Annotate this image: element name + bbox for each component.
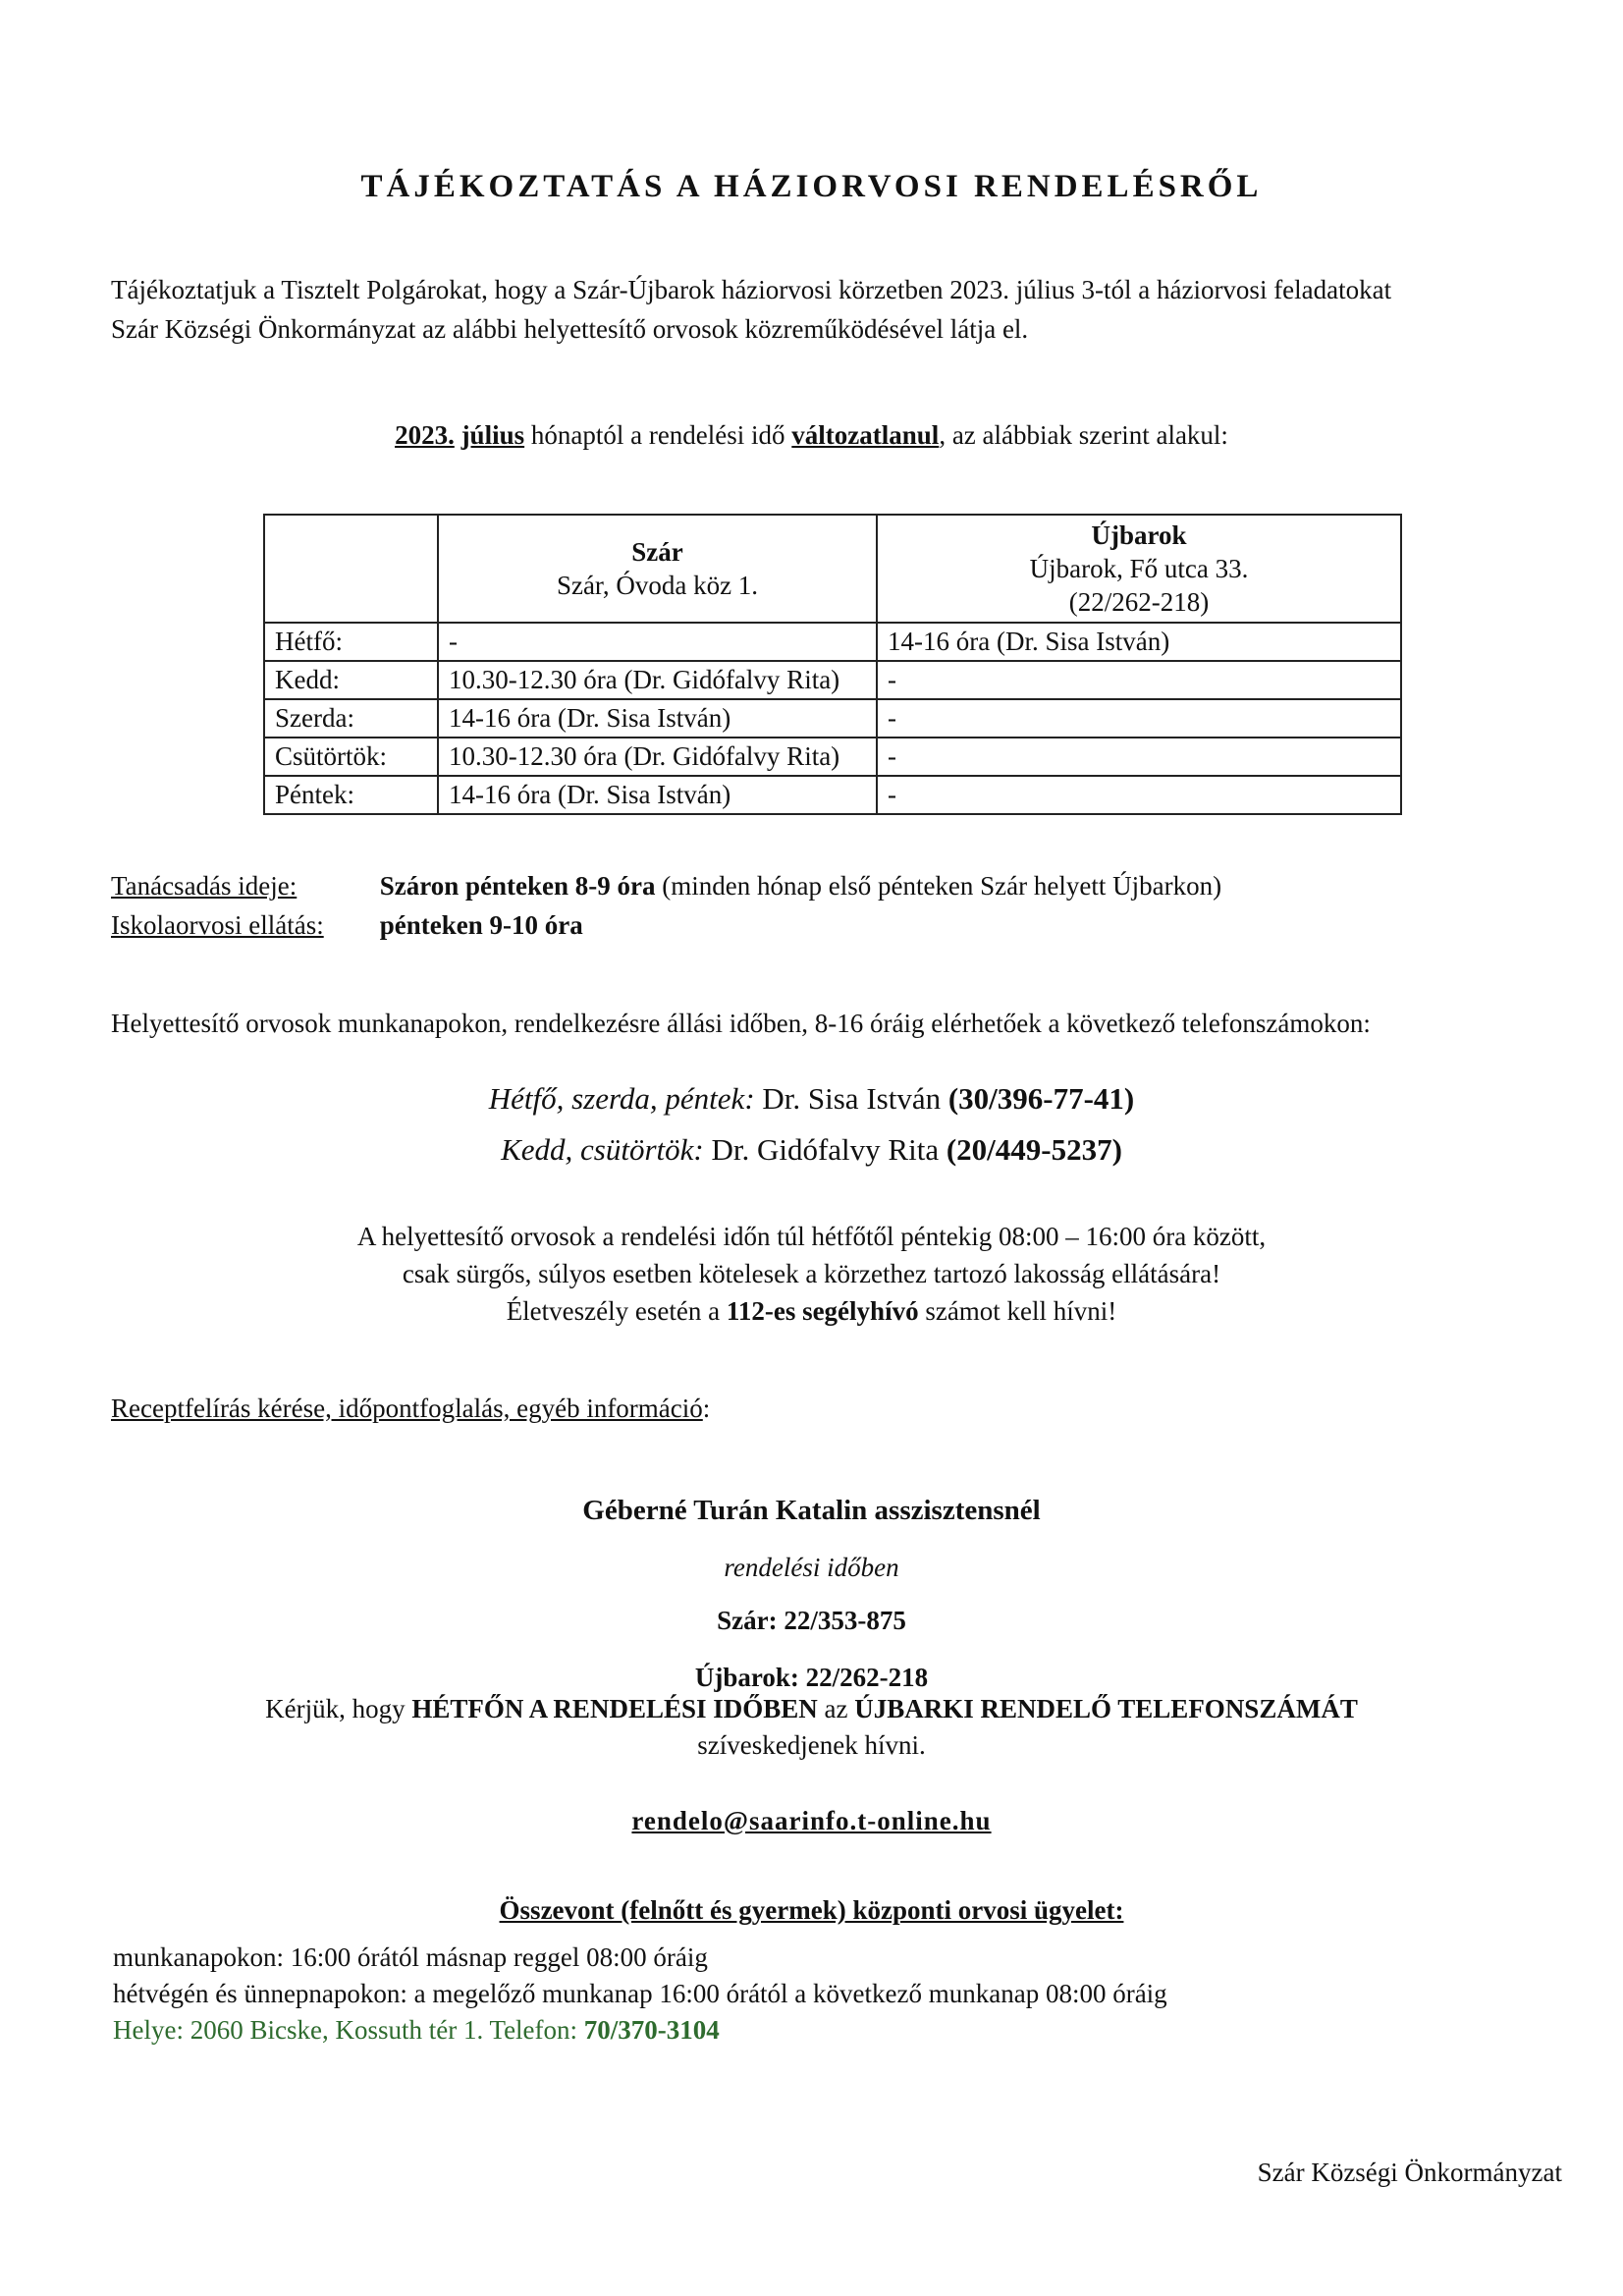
- doctor-name: Dr. Sisa István: [762, 1081, 942, 1116]
- notice-text: hónaptól a rendelési idő: [530, 420, 785, 450]
- ujbarok-cell: -: [877, 776, 1401, 814]
- duty-location: Helye: 2060 Bicske, Kossuth tér 1. Telefon:: [113, 2015, 578, 2045]
- ujbarok-phone-line: Újbarok: 22/262-218: [694, 1663, 929, 1692]
- assistant-time: rendelési időben: [724, 1553, 899, 1582]
- school-line: [111, 905, 1564, 945]
- urgent-text: számot kell hívni!: [925, 1296, 1117, 1326]
- school-time: pénteken 9-10 óra: [379, 910, 583, 940]
- szar-address: Szár, Óvoda köz 1.: [556, 571, 759, 600]
- counseling-label: Tanácsadás ideje:: [111, 871, 298, 901]
- school-label: Iskolaorvosi ellátás:: [111, 910, 324, 940]
- urgent-notice: [0, 1218, 1623, 1330]
- doctor-contact: [0, 1124, 1623, 1175]
- ujbarok-phone: (22/262-218): [1068, 587, 1210, 617]
- ujbarok-name: Újbarok: [1091, 520, 1187, 550]
- emergency-number: 112-es segélyhívó: [726, 1296, 919, 1326]
- prescription-heading-text: Receptfelírás kérése, időpontfoglalás, egyéb információ: [111, 1394, 703, 1423]
- duty-line-3: [113, 2012, 1586, 2049]
- doctor-contact: [0, 1073, 1623, 1124]
- day-cell: Szerda:: [264, 699, 438, 738]
- page-title: TÁJÉKOZTATÁS A HÁZIORVOSI RENDELÉSRŐL: [360, 169, 1263, 204]
- ujbarok-address: Újbarok, Fő utca 33.: [1029, 554, 1249, 583]
- schedule-header-row: [264, 515, 1401, 623]
- table-row: [264, 661, 1401, 699]
- urgent-line-1: A helyettesítő orvosok a rendelési időn túl hétfőtől péntekig 08:00 – 16:00 óra között,: [356, 1222, 1267, 1251]
- request-text: Kérjük, hogy: [265, 1694, 406, 1723]
- request-text: az: [824, 1694, 848, 1723]
- assistant-name: Géberné Turán Katalin asszisztensnél: [582, 1495, 1041, 1526]
- day-cell: Kedd:: [264, 661, 438, 699]
- day-cell: Csütörtök:: [264, 738, 438, 776]
- duty-heading: Összevont (felnőtt és gyermek) központi orvosi ügyelet:: [499, 1895, 1124, 1925]
- signature: Szár Községi Önkormányzat: [1257, 2158, 1562, 2187]
- szar-phone: Szár: 22/353-875: [717, 1606, 906, 1635]
- ujbarok-cell: -: [877, 738, 1401, 776]
- duty-heading-row: [0, 1890, 1623, 1930]
- duty-line-2: hétvégén és ünnepnapokon: a megelőző munkanap 16:00 órától a következő munkanap 08:00 óráig: [113, 1979, 1167, 2008]
- table-row: [264, 623, 1401, 661]
- urgent-line-2: csak sürgős, súlyos esetben kötelesek a körzethez tartozó lakosság ellátására!: [402, 1259, 1221, 1288]
- table-row: [264, 776, 1401, 814]
- email-link[interactable]: rendelo@saarinfo.t-online.hu: [631, 1806, 992, 1835]
- doctor-days: Hétfő, szerda, péntek:: [488, 1081, 755, 1116]
- counseling-note: (minden hónap első pénteken Szár helyett Újbarkon): [662, 871, 1222, 901]
- counseling-line: [111, 866, 1564, 905]
- ujbarok-cell: 14-16 óra (Dr. Sisa István): [877, 623, 1401, 661]
- table-row: [264, 738, 1401, 776]
- intro-line-1: Tájékoztatjuk a Tisztelt Polgárokat, hogy a Szár-Újbarok háziorvosi körzetben 2023. július 3-tól a háziorvosi feladatokat: [111, 275, 1392, 304]
- doctor-name: Dr. Gidófalvy Rita: [711, 1132, 940, 1167]
- day-cell: Hétfő:: [264, 623, 438, 661]
- intro-line-2: Szár Községi Önkormányzat az alábbi helyettesítő orvosok közreműködésével látja el.: [111, 314, 1029, 344]
- notice-year: 2023.: [395, 420, 455, 450]
- intro-paragraph: [111, 270, 1564, 349]
- header-empty-cell: [264, 515, 438, 623]
- request-emphasis: HÉTFŐN A RENDELÉSI IDŐBEN: [411, 1694, 818, 1723]
- day-cell: Péntek:: [264, 776, 438, 814]
- counseling-block: [111, 866, 1564, 945]
- notice-text-2: , az alábbiak szerint alakul:: [939, 420, 1228, 450]
- doctor-days: Kedd, csütörtök:: [501, 1132, 704, 1167]
- doctor-contacts: [0, 1073, 1623, 1175]
- doctor-phone: (30/396-77-41): [947, 1081, 1135, 1116]
- szar-cell: 10.30-12.30 óra (Dr. Gidófalvy Rita): [438, 738, 877, 776]
- counseling-time: Száron pénteken 8-9 óra: [379, 871, 656, 901]
- ujbarok-cell: -: [877, 699, 1401, 738]
- szar-cell: 14-16 óra (Dr. Sisa István): [438, 699, 877, 738]
- urgent-line-3: [0, 1292, 1623, 1330]
- schedule-table: [263, 514, 1402, 815]
- request-line-2: szíveskedjenek hívni.: [697, 1730, 926, 1760]
- notice-month: július: [460, 420, 525, 450]
- szar-cell: -: [438, 623, 877, 661]
- notice-line: [0, 415, 1623, 455]
- header-szar: [438, 515, 877, 623]
- szar-cell: 10.30-12.30 óra (Dr. Gidófalvy Rita): [438, 661, 877, 699]
- szar-name: Szár: [631, 537, 683, 567]
- urgent-text: Életveszély esetén a: [506, 1296, 721, 1326]
- duty-phone: 70/370-3104: [583, 2015, 720, 2045]
- header-ujbarok: [877, 515, 1401, 623]
- table-row: [264, 699, 1401, 738]
- request-emphasis: ÚJBARKI RENDELŐ TELEFONSZÁMÁT: [854, 1694, 1358, 1723]
- email-row: [0, 1801, 1623, 1840]
- duty-details: [113, 1940, 1586, 2049]
- duty-line-1: munkanapokon: 16:00 órától másnap reggel 08:00 óráig: [113, 1942, 708, 1972]
- prescription-heading: Receptfelírás kérése, időpontfoglalás, egyéb információ:: [111, 1394, 711, 1423]
- notice-unchanged: változatlanul: [791, 420, 940, 450]
- request-line: [0, 1689, 1623, 1728]
- doctor-phone: (20/449-5237): [946, 1132, 1122, 1167]
- availability-text: Helyettesítő orvosok munkanapokon, rendelkezésre állási időben, 8-16 óráig elérhetőek a következő telefonszámokon:: [111, 1009, 1371, 1038]
- szar-cell: 14-16 óra (Dr. Sisa István): [438, 776, 877, 814]
- ujbarok-cell: -: [877, 661, 1401, 699]
